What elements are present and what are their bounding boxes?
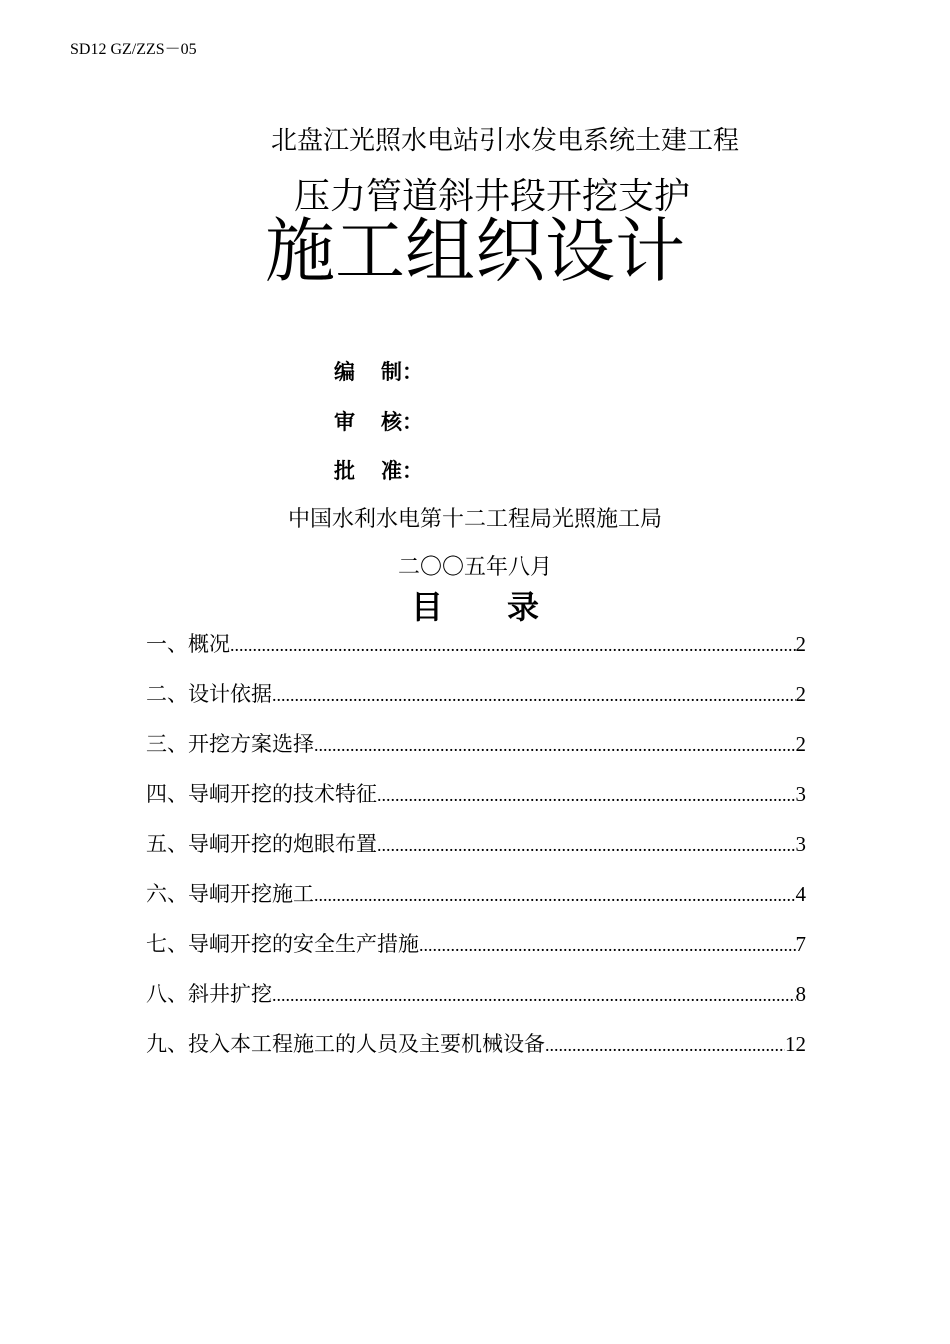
toc-entry-page: 2	[795, 682, 806, 706]
toc-entry[interactable]	[146, 928, 806, 978]
signature-label-char: 制：	[381, 360, 423, 384]
document-code: SD12 GZ/ZZS－05	[70, 41, 197, 58]
toc-entry-label: 四、导峒开挖的技术特征	[146, 782, 377, 806]
toc-entry[interactable]	[146, 778, 806, 828]
toc-leader-dots	[314, 885, 796, 906]
toc-entry[interactable]	[146, 978, 806, 1028]
signature-label-char: 审	[334, 410, 355, 434]
toc-entry[interactable]	[146, 678, 806, 728]
signature-label-char: 批	[334, 459, 355, 483]
toc-entry-page: 2	[795, 632, 806, 656]
toc-entry[interactable]	[146, 728, 806, 778]
toc-entry[interactable]	[146, 878, 806, 928]
signature-label-char: 核：	[381, 410, 423, 434]
toc-heading: 目 录	[410, 588, 539, 626]
toc-entry[interactable]	[146, 828, 806, 878]
signature-label-char: 编	[334, 360, 355, 384]
toc-entry-label: 五、导峒开挖的炮眼布置	[146, 832, 377, 856]
toc-entry-page: 2	[795, 732, 806, 756]
organization-name: 中国水利水电第十二工程局光照施工局	[287, 507, 662, 532]
toc-entry[interactable]	[146, 628, 806, 678]
toc-entry-page: 3	[795, 782, 806, 806]
toc-entry-label: 一、概况	[146, 632, 230, 656]
toc-entry-page: 3	[795, 832, 806, 856]
toc-leader-dots	[377, 785, 796, 806]
toc-entry-page: 8	[795, 982, 806, 1006]
project-title: 北盘江光照水电站引水发电系统土建工程	[270, 126, 739, 156]
signature-compiled-by	[334, 356, 423, 386]
toc-leader-dots	[230, 635, 796, 656]
toc-leader-dots	[377, 835, 796, 856]
signature-approved-by	[334, 455, 423, 485]
toc-entry-page: 12	[785, 1032, 806, 1056]
section-title: 压力管道斜井段开挖支护	[293, 176, 690, 217]
toc-leader-dots	[272, 685, 796, 706]
toc-leader-dots	[545, 1035, 785, 1056]
signature-reviewed-by	[334, 406, 423, 436]
toc-entry-page: 7	[795, 932, 806, 956]
toc-entry-label: 七、导峒开挖的安全生产措施	[146, 932, 419, 956]
toc-entry-label: 二、设计依据	[146, 682, 272, 706]
toc-leader-dots	[272, 985, 796, 1006]
table-of-contents	[146, 628, 806, 1078]
toc-leader-dots	[419, 935, 796, 956]
signature-label-char: 准：	[381, 459, 423, 483]
toc-entry-label: 三、开挖方案选择	[146, 732, 314, 756]
toc-entry[interactable]	[146, 1028, 806, 1078]
toc-entry-label: 九、投入本工程施工的人员及主要机械设备	[146, 1032, 545, 1056]
toc-entry-page: 4	[795, 882, 806, 906]
document-type-title: 施工组织设计	[265, 210, 685, 292]
toc-entry-label: 六、导峒开挖施工	[146, 882, 314, 906]
toc-entry-label: 八、斜井扩挖	[146, 982, 272, 1006]
document-date: 二〇〇五年八月	[397, 555, 552, 580]
toc-leader-dots	[314, 735, 796, 756]
